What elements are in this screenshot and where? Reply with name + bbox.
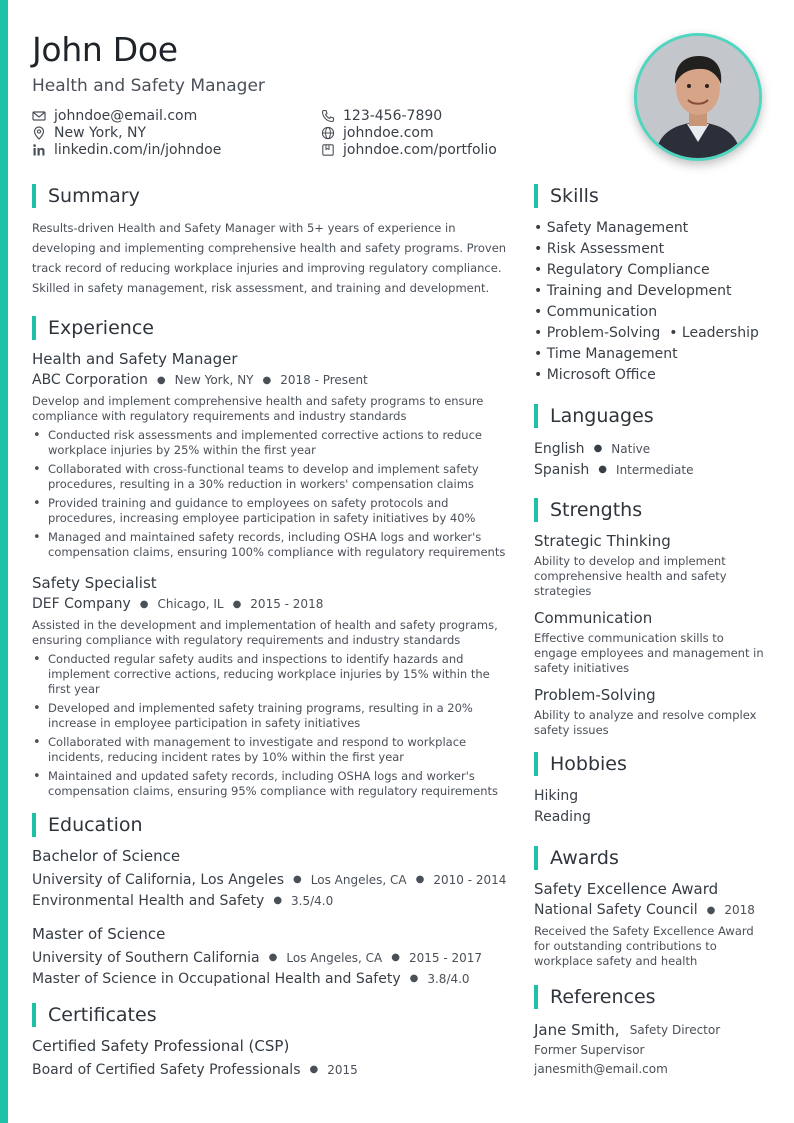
- skill: Regulatory Compliance: [546, 262, 710, 278]
- field-line: Master of Science in Occupational Health and Safety ● 3.8/4.0: [32, 970, 470, 987]
- right-column: [534, 184, 766, 1079]
- email-text: johndoe@email.com: [54, 108, 198, 124]
- skill: Time Management: [546, 346, 678, 362]
- school: University of California, Los Angeles: [32, 871, 285, 888]
- list-item: • Regulatory Compliance: [534, 262, 710, 278]
- strength-title: Communication: [534, 609, 653, 627]
- strength-entry: [534, 686, 766, 738]
- education-entry: [32, 925, 512, 989]
- education-entry: [32, 847, 512, 911]
- list-item: • Conducted risk assessments and implemented corrective actions to reduce workplace injuries by 25% within the first year: [32, 428, 512, 458]
- job-title: Safety Specialist: [32, 574, 157, 592]
- section-header-hobbies: [534, 752, 766, 776]
- website-text: johndoe.com: [343, 125, 434, 141]
- award-org: National Safety Council: [534, 902, 698, 918]
- strength-desc: Effective communication skills to engage employees and management in safety initiatives: [534, 631, 764, 675]
- list-item: Reading: [534, 809, 591, 825]
- job-bullets: [32, 652, 512, 799]
- contact-phone[interactable]: [321, 108, 442, 124]
- skill: Training and Development: [546, 283, 732, 299]
- list-item: • Safety Management: [534, 220, 689, 236]
- list-item: • Developed and implemented safety training programs, resulting in a 20% increase in employee participation in safety initiatives: [32, 701, 512, 731]
- certificate-issuer: Board of Certified Safety Professionals: [32, 1061, 301, 1078]
- list-item: • Provided training and guidance to employees on safety protocols and procedures, increasing employee participation in safety initiatives by 40%: [32, 496, 512, 526]
- field: Master of Science in Occupational Health and Safety: [32, 970, 401, 987]
- job-entry: [32, 350, 512, 560]
- section-title: Skills: [550, 185, 599, 207]
- phone-icon: [321, 109, 335, 123]
- language: English: [534, 440, 585, 457]
- company: ABC Corporation: [32, 372, 148, 388]
- reference-name: Jane Smith,: [534, 1021, 620, 1039]
- strength-entry: [534, 532, 766, 599]
- section-header-experience: [32, 316, 512, 340]
- reference-relation: Former Supervisor: [534, 1043, 645, 1057]
- candidate-title: Health and Safety Manager: [32, 76, 265, 96]
- job-location: Chicago, IL: [157, 597, 224, 611]
- school-location: Los Angeles, CA: [286, 950, 383, 965]
- skill: Risk Assessment: [546, 241, 665, 257]
- job-meta: DEF Company ● Chicago, IL ● 2015 - 2018: [32, 596, 324, 612]
- certificate-year: 2015: [327, 1062, 358, 1077]
- contact-email[interactable]: [32, 108, 197, 124]
- job-bullets: [32, 428, 512, 560]
- reference-email[interactable]: janesmith@email.com: [534, 1062, 668, 1076]
- list-item: • Communication: [534, 304, 658, 320]
- strength-title: Strategic Thinking: [534, 532, 671, 550]
- strengths-list: [534, 532, 766, 738]
- section-title: Awards: [550, 847, 619, 869]
- contact-location: [32, 125, 146, 141]
- list-item: • Training and Development: [534, 283, 732, 299]
- contact-website[interactable]: [321, 125, 434, 141]
- skills-list: [534, 218, 766, 386]
- location-text: New York, NY: [54, 125, 147, 141]
- section-title: Languages: [550, 405, 654, 427]
- award-desc: Received the Safety Excellence Award for outstanding contributions to workplace safety and health: [534, 924, 754, 968]
- list-item: • Risk Assessment: [534, 241, 665, 257]
- portfolio-text: johndoe.com/portfolio: [343, 142, 497, 158]
- strength-title: Problem-Solving: [534, 686, 656, 704]
- list-item: • Collaborated with management to investigate and respond to workplace incidents, reducing incident rates by 10% within the first year: [32, 735, 512, 765]
- certificate-line: Board of Certified Safety Professionals ● 2015: [32, 1061, 358, 1078]
- skill: Leadership: [681, 325, 759, 341]
- linkedin-icon: [32, 143, 46, 157]
- avatar: [634, 33, 762, 161]
- strength-desc: Ability to develop and implement comprehensive health and safety strategies: [534, 554, 727, 598]
- job-dates: 2015 - 2018: [250, 597, 324, 611]
- list-item: • Maintained and updated safety records, including OSHA logs and worker's compensation claims, ensuring 95% compliance with regulatory requirements: [32, 769, 512, 799]
- certificate-name: Certified Safety Professional (CSP): [32, 1037, 290, 1055]
- degree: Bachelor of Science: [32, 847, 181, 865]
- gpa: 3.5/4.0: [291, 893, 334, 908]
- school-dates: 2010 - 2014: [433, 872, 507, 887]
- left-column: [32, 184, 512, 1094]
- candidate-name: John Doe: [32, 30, 178, 69]
- job-description: Assisted in the development and implementation of health and safety programs, ensuring compliance with regulatory requirements and industry standards: [32, 618, 498, 647]
- location-pin-icon: [32, 126, 46, 140]
- certificate-entry: [32, 1037, 512, 1080]
- job-description: Develop and implement comprehensive health and safety programs to ensure compliance with regulatory requirements and industry standards: [32, 394, 484, 423]
- skill: Communication: [546, 304, 658, 320]
- school-dates: 2015 - 2017: [409, 950, 483, 965]
- profile-photo-icon: [637, 36, 759, 158]
- section-title: References: [550, 986, 656, 1008]
- section-title: Education: [48, 814, 143, 836]
- field-line: Environmental Health and Safety ● 3.5/4.0: [32, 892, 334, 909]
- award-year: 2018: [724, 903, 755, 917]
- job-location: New York, NY: [174, 373, 254, 387]
- skill: Microsoft Office: [546, 367, 656, 383]
- skill: Problem-Solving: [546, 325, 661, 341]
- field: Environmental Health and Safety: [32, 892, 265, 909]
- list-item: • Collaborated with cross-functional teams to develop and implement safety procedures, resulting in a 30% reduction in workers' compensation claims: [32, 462, 512, 492]
- summary-text: Results-driven Health and Safety Manager with 5+ years of experience in developing and implementing comprehensive health and safety programs. Proven track record of reducing workplace injuries and improving regulatory compliance. Skilled in safety management, risk assessment, and training and development.: [32, 221, 507, 295]
- mail-icon: [32, 109, 46, 123]
- section-header-certificates: [32, 1003, 512, 1027]
- section-header-awards: [534, 846, 766, 870]
- languages-list: [534, 438, 766, 480]
- section-header-summary: [32, 184, 512, 208]
- list-item: • Microsoft Office: [534, 367, 656, 383]
- section-header-languages: [534, 404, 766, 428]
- school-line: University of Southern California ● Los Angeles, CA ● 2015 - 2017: [32, 949, 483, 966]
- strength-desc: Ability to analyze and resolve complex safety issues: [534, 708, 757, 737]
- hobbies-list: [534, 786, 766, 828]
- list-item: English ● Native: [534, 440, 651, 457]
- list-item: • Conducted regular safety audits and inspections to identify hazards and implement corrective actions, reducing workplace injuries by 15% within the first year: [32, 652, 512, 697]
- phone-text: 123-456-7890: [343, 108, 443, 124]
- reference-entry: [534, 1019, 766, 1079]
- job-meta: ABC Corporation ● New York, NY ● 2018 - Present: [32, 372, 368, 388]
- section-title: Hobbies: [550, 753, 627, 775]
- section-title: Experience: [48, 317, 154, 339]
- section-title: Certificates: [48, 1004, 157, 1026]
- linkedin-text: linkedin.com/in/johndoe: [54, 142, 222, 158]
- contact-linkedin[interactable]: [32, 142, 221, 158]
- section-title: Summary: [48, 185, 140, 207]
- list-item: • Problem-Solving • Leadership: [534, 325, 759, 341]
- gpa: 3.8/4.0: [427, 971, 470, 986]
- award-entry: [534, 880, 766, 969]
- reference-role: Safety Director: [629, 1023, 721, 1037]
- school-location: Los Angeles, CA: [310, 872, 407, 887]
- company: DEF Company: [32, 596, 131, 612]
- list-item: • Managed and maintained safety records, including OSHA logs and worker's compensation claims, ensuring 100% compliance with regulatory requirements: [32, 530, 512, 560]
- globe-icon: [321, 126, 335, 140]
- section-title: Strengths: [550, 499, 643, 521]
- contact-portfolio[interactable]: [321, 142, 497, 158]
- list-item: Spanish ● Intermediate: [534, 461, 694, 478]
- degree: Master of Science: [32, 925, 166, 943]
- reference-header: [534, 1019, 766, 1041]
- list-item: Hiking: [534, 788, 579, 804]
- language: Spanish: [534, 461, 590, 478]
- job-dates: 2018 - Present: [280, 373, 368, 387]
- list-item: • Time Management: [534, 346, 678, 362]
- skill: Safety Management: [546, 220, 689, 236]
- section-header-skills: [534, 184, 766, 208]
- language-level: Intermediate: [616, 462, 694, 477]
- language-level: Native: [611, 441, 651, 456]
- school: University of Southern California: [32, 949, 260, 966]
- strength-entry: [534, 609, 766, 676]
- job-title: Health and Safety Manager: [32, 350, 238, 368]
- job-entry: [32, 574, 512, 799]
- portfolio-icon: [321, 143, 335, 157]
- section-header-references: [534, 985, 766, 1009]
- section-header-education: [32, 813, 512, 837]
- award-title: Safety Excellence Award: [534, 880, 719, 898]
- accent-bar: [0, 0, 8, 1123]
- section-header-strengths: [534, 498, 766, 522]
- award-meta: National Safety Council ● 2018: [534, 902, 755, 918]
- school-line: University of California, Los Angeles ● Los Angeles, CA ● 2010 - 2014: [32, 871, 507, 888]
